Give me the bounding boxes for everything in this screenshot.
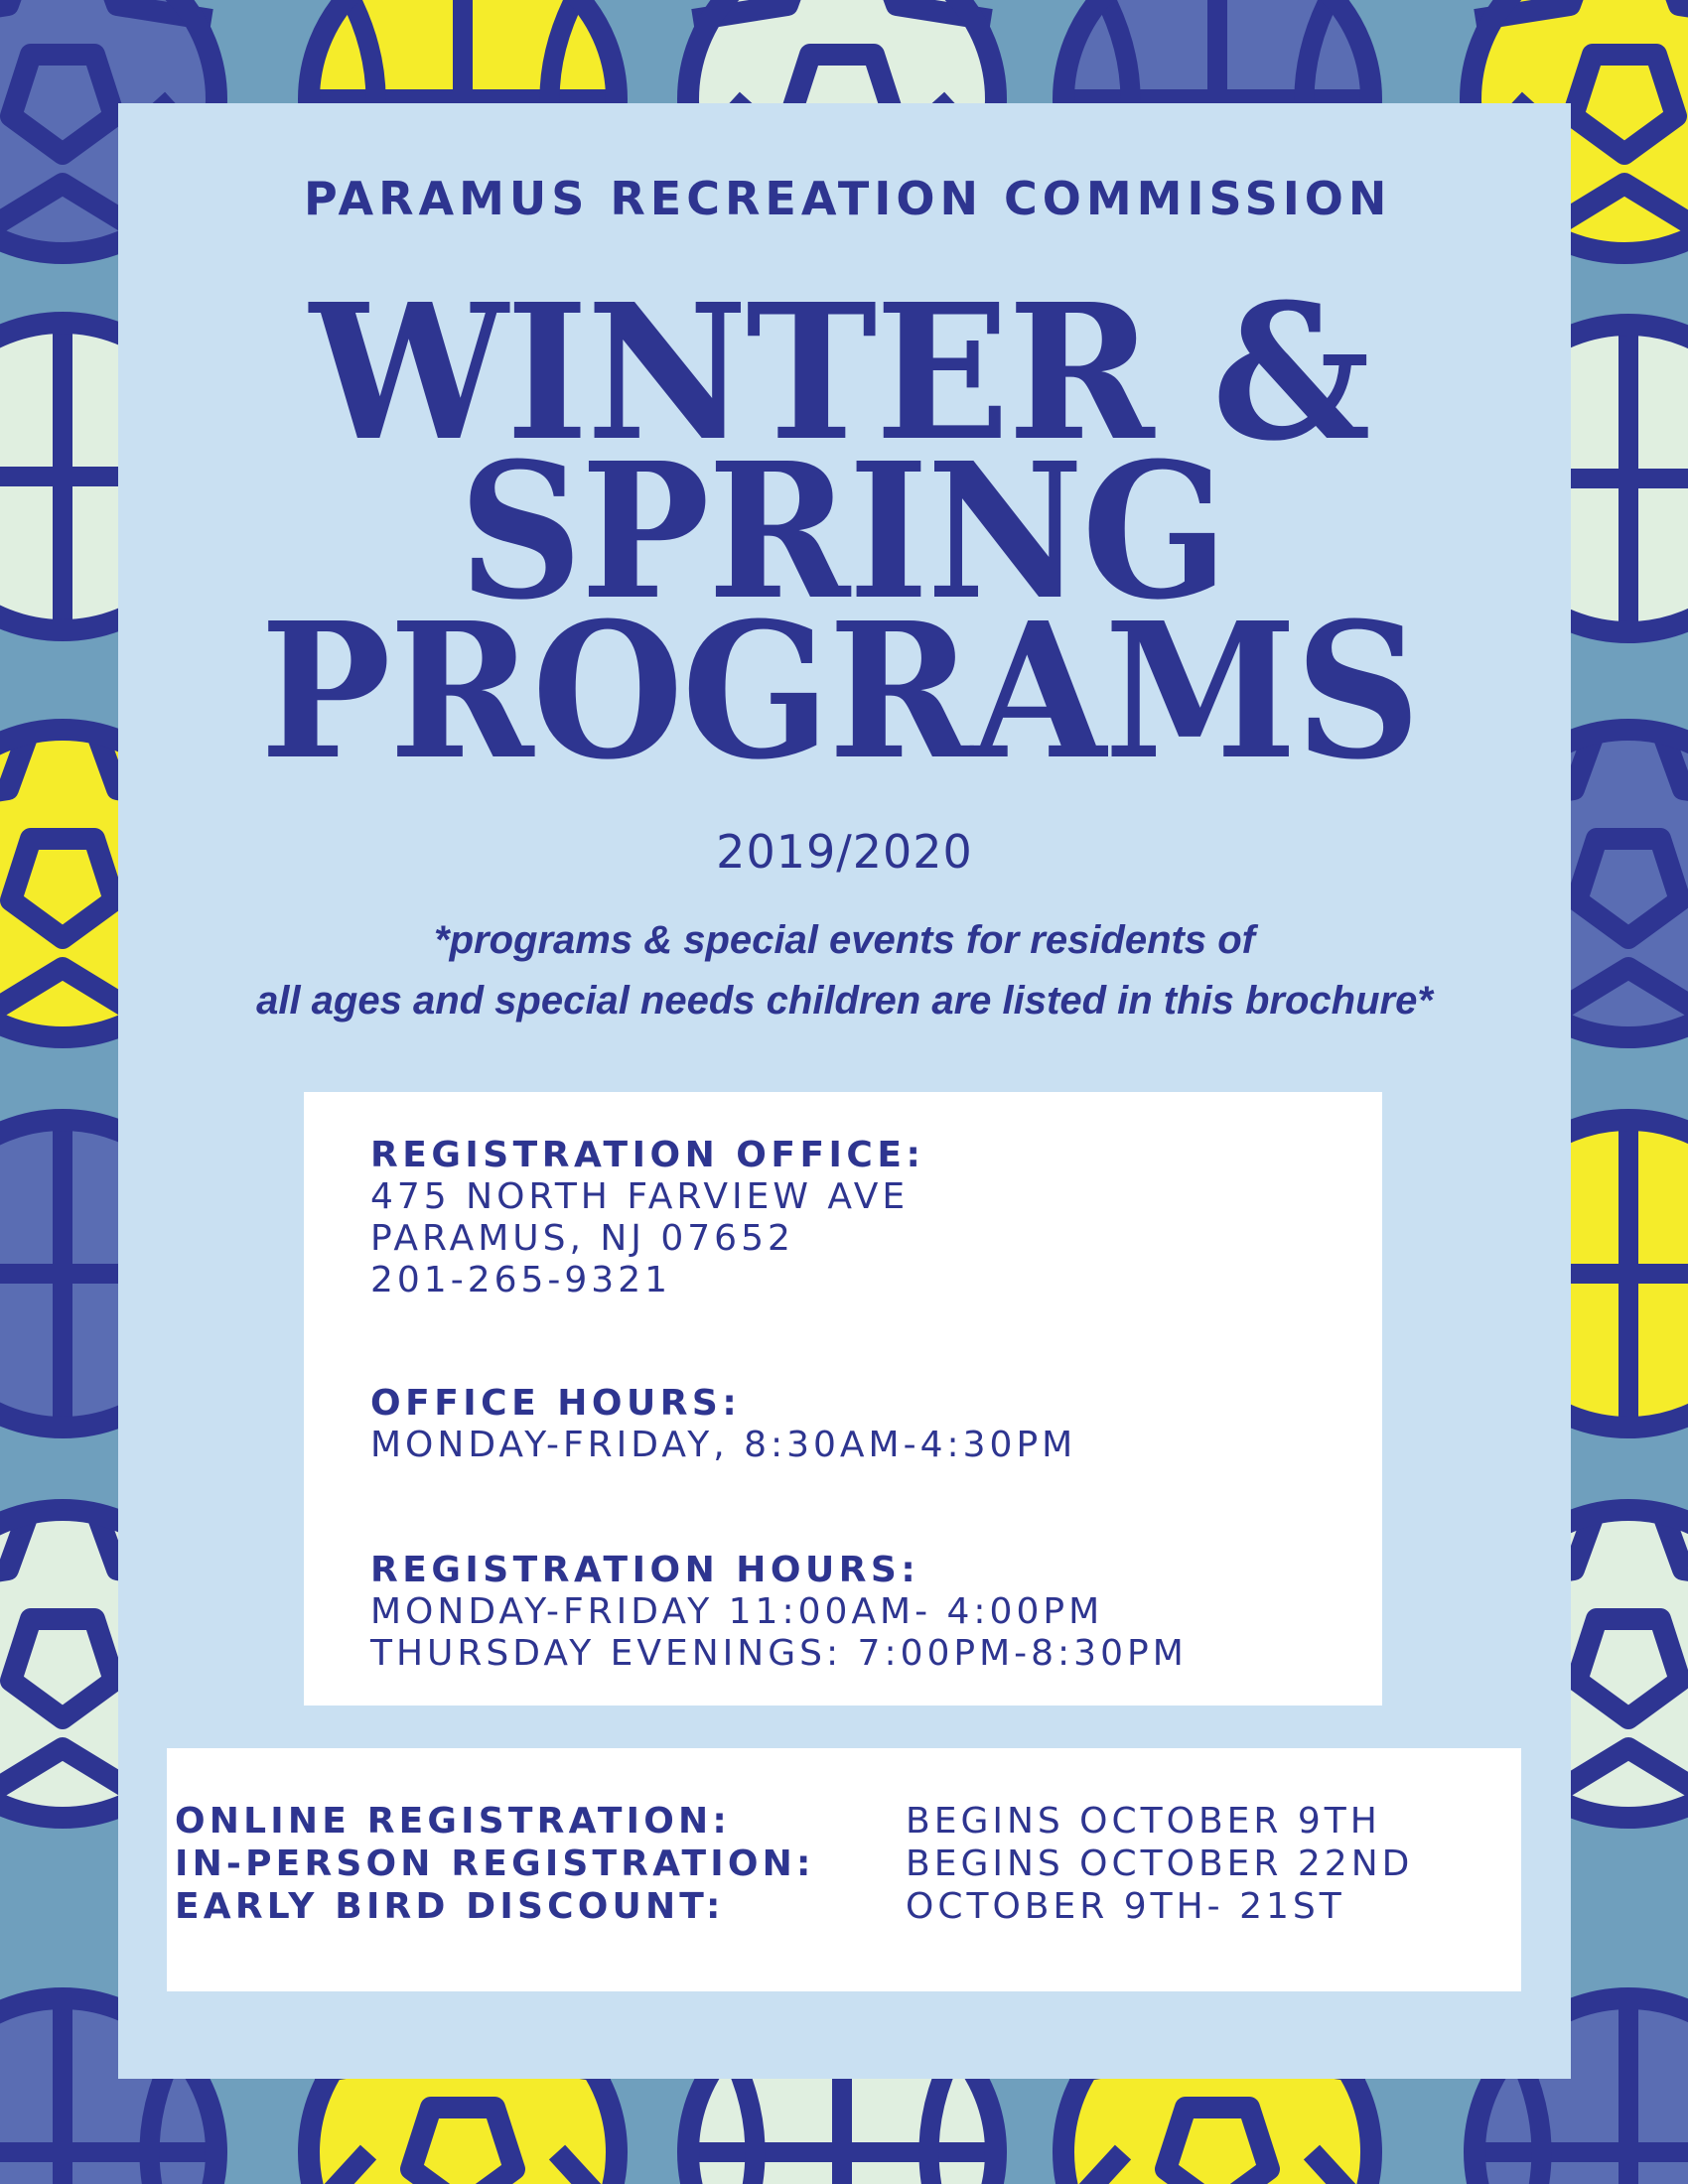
office-hours-line1: MONDAY-FRIDAY, 8:30AM-4:30PM bbox=[370, 1425, 1077, 1465]
registration-office-heading: REGISTRATION OFFICE: bbox=[370, 1135, 925, 1175]
brochure-note-line2: all ages and special needs children are listed in this brochure* bbox=[256, 979, 1433, 1023]
early-bird-discount-label: EARLY BIRD DISCOUNT: bbox=[175, 1886, 725, 1927]
in-person-registration-label: IN-PERSON REGISTRATION: bbox=[175, 1843, 815, 1884]
registration-hours-heading: REGISTRATION HOURS: bbox=[370, 1550, 920, 1590]
in-person-registration-value: BEGINS OCTOBER 22ND bbox=[906, 1843, 1414, 1884]
online-registration-label: ONLINE REGISTRATION: bbox=[175, 1801, 731, 1842]
title-line-programs: PROGRAMS bbox=[260, 582, 1419, 801]
address-line2: PARAMUS, NJ 07652 bbox=[370, 1218, 794, 1259]
title-line-winter: WINTER & bbox=[310, 263, 1369, 482]
registration-hours-line2: THURSDAY EVENINGS: 7:00PM-8:30PM bbox=[370, 1633, 1188, 1674]
season-year: 2019/2020 bbox=[716, 825, 973, 879]
brochure-note-line1: *programs & special events for residents of bbox=[434, 918, 1255, 962]
registration-hours-line1: MONDAY-FRIDAY 11:00AM- 4:00PM bbox=[370, 1591, 1104, 1632]
address-line1: 475 NORTH FARVIEW AVE bbox=[370, 1176, 910, 1217]
online-registration-value: BEGINS OCTOBER 9TH bbox=[906, 1801, 1381, 1842]
organization-name: PARAMUS RECREATION COMMISSION bbox=[304, 172, 1392, 225]
early-bird-discount-value: OCTOBER 9TH- 21ST bbox=[906, 1886, 1345, 1927]
phone-number: 201-265-9321 bbox=[370, 1260, 672, 1300]
office-hours-heading: OFFICE HOURS: bbox=[370, 1383, 742, 1424]
title-line-spring: SPRING bbox=[459, 422, 1226, 641]
